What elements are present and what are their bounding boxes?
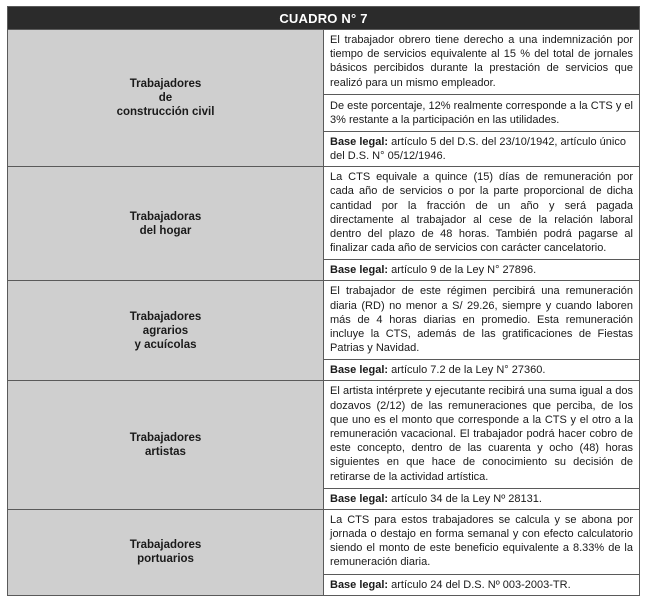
description-paragraph: La CTS para estos trabajadores se calcula y se abona por jornada o destajo en forma semanal y con efecto calculatorio siendo el monto de este beneficio equivalente a 8.33% de la remuneración diaria. — [324, 510, 639, 575]
base-legal-label: Base legal: — [330, 136, 389, 149]
row-category-label — [8, 509, 324, 595]
category-label-line: agrarios — [142, 324, 189, 337]
category-label-line: Trabajadores — [129, 310, 202, 323]
category-label-line: y acuícolas — [134, 338, 197, 351]
description-paragraph: De este porcentaje, 12% realmente corresponde a la CTS y el 3% restante a la participación en las utilidades. — [324, 95, 639, 132]
category-label-line: portuarios — [137, 553, 194, 566]
base-legal — [324, 489, 639, 509]
table-body — [8, 30, 640, 596]
base-legal — [324, 575, 639, 595]
base-legal — [324, 360, 639, 380]
row-category-label — [8, 381, 324, 509]
base-legal-text: artículo 34 de la Ley Nº 28131. — [391, 492, 542, 505]
row-category-label — [8, 167, 324, 281]
category-label-line: del hogar — [139, 224, 192, 237]
row-category-label — [8, 281, 324, 381]
category-label-line: Trabajadores — [129, 432, 202, 445]
row-description-cell — [324, 30, 640, 167]
category-label-line: artistas — [145, 446, 186, 459]
table-title: CUADRO N° 7 — [8, 7, 640, 30]
base-legal-label: Base legal: — [330, 578, 389, 591]
row-description-cell — [324, 509, 640, 595]
base-legal-label: Base legal: — [330, 264, 389, 277]
base-legal-text: artículo 5 del D.S. del 23/10/1942, artículo único del D.S. N° 05/12/1946. — [330, 136, 626, 163]
category-label-line: de — [158, 92, 173, 105]
table-row — [8, 509, 640, 595]
row-description-cell — [324, 167, 640, 281]
category-label-line: Trabajadoras — [129, 210, 202, 223]
row-description-cell — [324, 281, 640, 381]
description-paragraph: El trabajador obrero tiene derecho a una indemnización por tiempo de servicios equivalente al 15 % del total de jornales básicos percibidos durante la prestación de servicios que realizó para un mismo empleador. — [324, 30, 639, 95]
table-row — [8, 167, 640, 281]
table-row — [8, 30, 640, 167]
base-legal-text: artículo 7.2 de la Ley N° 27360. — [391, 364, 546, 377]
category-label-line: Trabajadores — [129, 539, 202, 552]
description-paragraph: El trabajador de este régimen percibirá una remuneración diaria (RD) no menor a S/ 29.26, siempre y cuando laboren más de 4 horas diarias en promedio. Esta remuneración incluye la CTS, además de las gratificaciones de Fiestas Patrias y Navidad. — [324, 281, 639, 360]
base-legal-text: artículo 24 del D.S. Nº 003-2003-TR. — [391, 578, 571, 591]
base-legal — [324, 260, 639, 280]
description-paragraph: El artista intérprete y ejecutante recibirá una suma igual a dos dozavos (2/12) de las remuneraciones que perciba, de los que uno es el monto que corresponde a la CTS y el otro a la remuneración vacacional. El trabajador podrá hacer cobro de este concepto, dentro de las cuarenta y ocho (48) horas siguientes en que hace de conocimiento su decisión de retirarse de la actividad artística. — [324, 381, 639, 488]
cuadro-table — [7, 6, 640, 596]
description-paragraph: La CTS equivale a quince (15) días de remuneración por cada año de servicios o por la parte proporcional de dicha cantidad por la fracción de un año y será pagada directamente al trabajador al cese de la relación laboral dentro del plazo de 48 horas. También podrá pagarse al finalizar cada año de servicios con carácter cancelatorio. — [324, 167, 639, 260]
row-category-label — [8, 30, 324, 167]
base-legal-label: Base legal: — [330, 364, 389, 377]
base-legal — [324, 132, 639, 166]
table-row — [8, 381, 640, 509]
base-legal-label: Base legal: — [330, 492, 389, 505]
category-label-line: Trabajadores — [129, 78, 202, 91]
category-label-line: construcción civil — [116, 106, 215, 119]
row-description-cell — [324, 381, 640, 509]
table-row — [8, 281, 640, 381]
base-legal-text: artículo 9 de la Ley N° 27896. — [391, 264, 537, 277]
cuadro-container — [7, 6, 640, 596]
